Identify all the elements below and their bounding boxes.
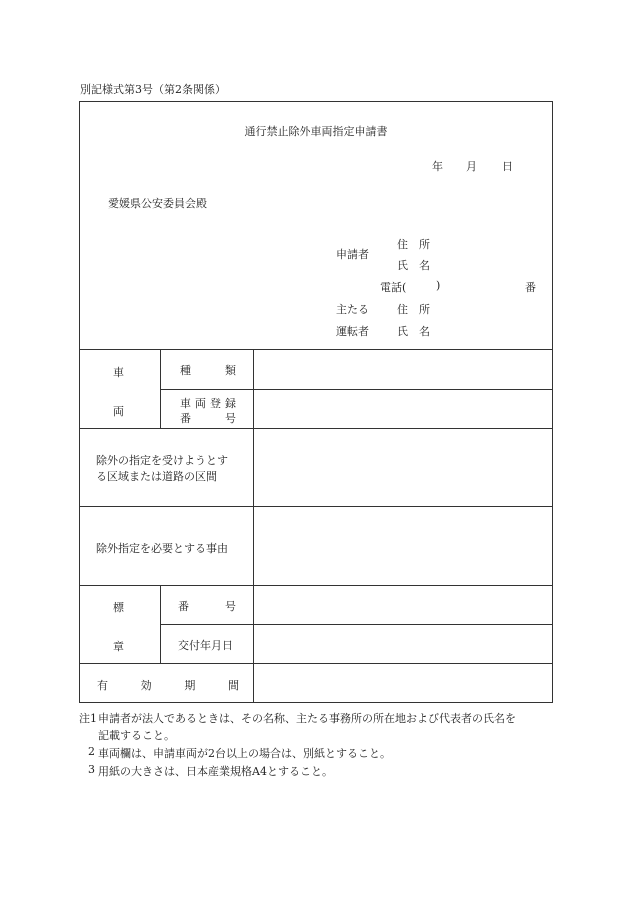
badge-group-char2: 章: [113, 640, 124, 653]
driver-label-line1: 主たる: [336, 303, 369, 316]
form-reference: 別記様式第3号（第2条関係）: [80, 83, 226, 96]
driver-label-line2: 運転者: [336, 325, 369, 338]
phone-open: 電話(: [380, 281, 407, 294]
addressee: 愛媛県公安委員会殿: [108, 197, 207, 210]
badge-number-label: 番 号: [178, 600, 236, 613]
vehicle-type-field[interactable]: [254, 350, 552, 388]
phone-suffix: 番: [525, 281, 536, 294]
vehicle-registration-field[interactable]: [254, 390, 552, 427]
reason-field[interactable]: [254, 507, 552, 584]
validity-field[interactable]: [254, 664, 552, 702]
driver-name-char2: 名: [419, 325, 430, 338]
applicant-address-char2: 所: [419, 238, 430, 251]
note-1-line2: 記載すること。: [98, 729, 175, 742]
date-month-label: 月: [466, 160, 477, 173]
applicant-address-char1: 住: [397, 238, 408, 251]
badge-number-field[interactable]: [254, 586, 552, 623]
vehicle-group-char1: 車: [113, 366, 124, 379]
note-2-marker: 2: [88, 745, 95, 758]
column-divider: [160, 585, 161, 663]
applicant-label: 申請者: [336, 248, 369, 261]
driver-address-char2: 所: [419, 303, 430, 316]
note-1-line1: 申請者が法人であるときは、その名称、主たる事務所の所在地および代表者の氏名を: [98, 712, 516, 725]
reason-label: 除外指定を必要とする事由: [96, 542, 228, 555]
driver-name-char1: 氏: [397, 325, 408, 338]
applicant-name-char1: 氏: [397, 259, 408, 272]
area-label-line1: 除外の指定を受けようとす: [96, 454, 228, 467]
note-2: 車両欄は、申請車両が2台以上の場合は、別紙とすること。: [98, 747, 391, 760]
area-label-line2: る区域または道路の区間: [96, 470, 217, 483]
badge-issue-date-label: 交付年月日: [178, 639, 233, 652]
vehicle-type-label: 種 類: [180, 364, 236, 377]
form-title: 通行禁止除外車両指定申請書: [244, 125, 388, 138]
badge-group-char1: 標: [113, 601, 124, 614]
applicant-name-char2: 名: [419, 259, 430, 272]
column-divider: [160, 349, 161, 428]
vehicle-group-char2: 両: [113, 405, 124, 418]
phone-close: ): [436, 279, 441, 292]
note-3: 用紙の大きさは、日本産業規格A4とすること。: [98, 765, 333, 778]
note-3-marker: 3: [88, 763, 95, 776]
validity-label: 有 効 期 間: [97, 679, 239, 692]
area-field[interactable]: [254, 429, 552, 505]
vehicle-registration-label-line1: 車 両 登 録: [180, 397, 236, 410]
driver-address-char1: 住: [397, 303, 408, 316]
date-day-label: 日: [502, 160, 513, 173]
date-year-label: 年: [432, 160, 443, 173]
note-1-marker: 注1: [79, 712, 97, 725]
badge-issue-date-field[interactable]: [254, 625, 552, 662]
vehicle-registration-label-line2: 番 号: [180, 412, 236, 425]
